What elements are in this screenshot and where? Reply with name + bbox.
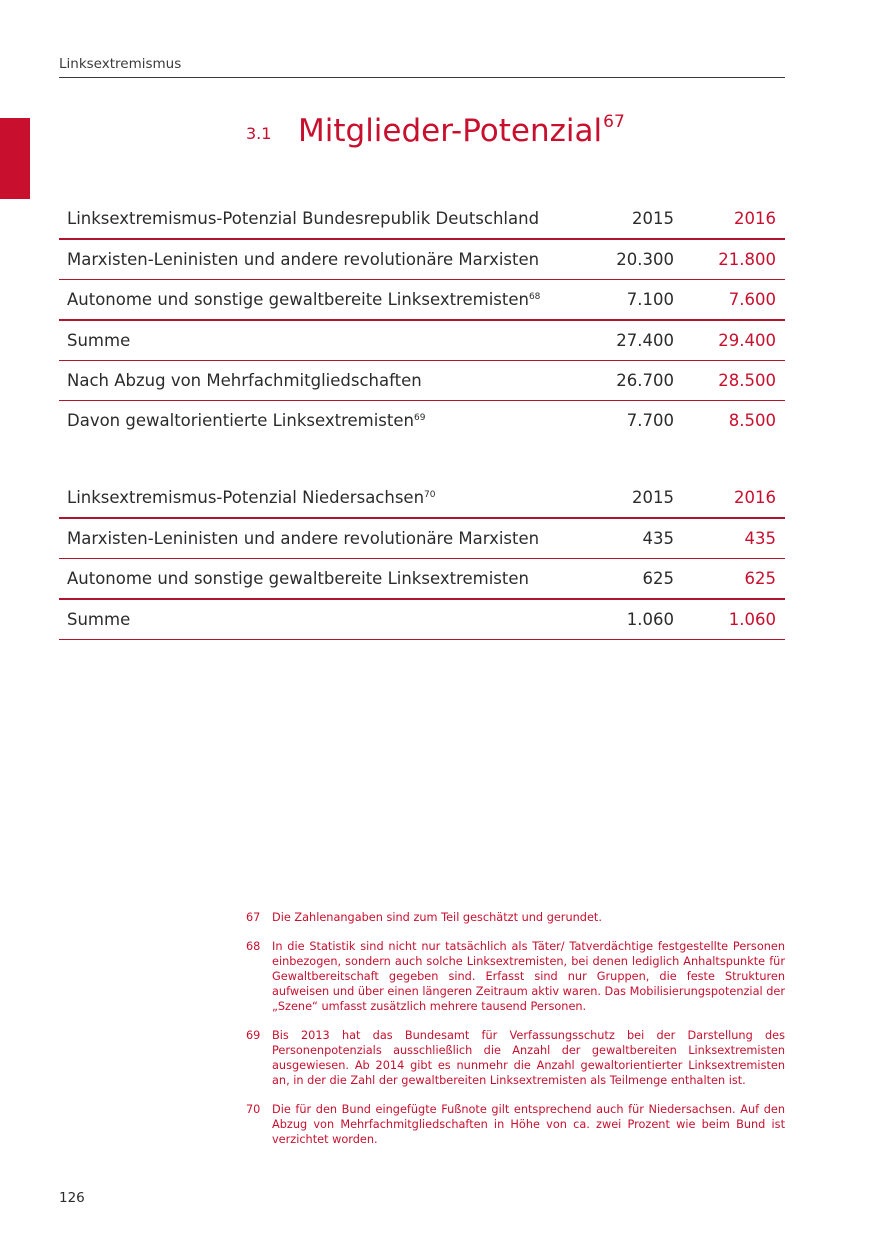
table-niedersachsen [59, 478, 785, 640]
value-2015: 26.700 [564, 361, 674, 401]
section-number: 3.1 [246, 124, 272, 143]
footnotes [246, 910, 785, 1161]
running-title: Linksextremismus [59, 56, 785, 78]
header-label: Linksextremismus-Potenzial Niedersachsen$^{70}$ [59, 478, 564, 518]
footnote-text: Die Zahlenangaben sind zum Teil geschätzt und gerundet. [272, 911, 602, 924]
value-2015: 435 [564, 518, 674, 559]
row-label: Marxisten-Leninisten und andere revolutionäre Marxisten [59, 239, 564, 280]
footnote-68 [246, 939, 785, 1014]
footnote-67 [246, 910, 785, 925]
footnote-text: In die Statistik sind nicht nur tatsächlich als Täter/ Tatverdächtige festgestellte Personen einbezogen, sondern auch solche Linksextremisten, bei denen lediglich Anhaltspunkte für Gewaltbereitschaft gegeben sind. Erfasst sind nur Gruppen, die feste Strukturen aufweisen und über einen längeren Zeitraum aktiv waren. Das Mobilisierungspotenzial der „Szene“ umfasst zusätzlich mehrere tausend Personen. [272, 940, 785, 1013]
row-label: Summe [59, 599, 564, 640]
footnote-ref-68: 68 [528, 292, 541, 302]
table-row [59, 361, 785, 401]
footnote-text: Die für den Bund eingefügte Fußnote gilt entsprechend auch für Niedersachsen. Auf den Abzug von Mehrfachmitgliedschaften in Höhe von ca. zwei Prozent wie beim Bund ist verzichtet worden. [272, 1103, 785, 1146]
value-2016: 7.600 [674, 280, 785, 321]
table-row [59, 559, 785, 600]
row-label: Summe [59, 320, 564, 361]
table-row [59, 320, 785, 361]
header-year-2015: 2015 [564, 199, 674, 239]
table-row [59, 599, 785, 640]
value-2016: 435 [674, 518, 785, 559]
value-2016: 1.060 [674, 599, 785, 640]
footnote-number: 68 [246, 940, 261, 953]
row-label: Nach Abzug von Mehrfachmitgliedschaften [59, 361, 564, 401]
table-bund [59, 199, 785, 440]
value-2016: 8.500 [728, 411, 776, 430]
row-label: Davon gewaltorientierte Linksextremisten$^{69}$ [67, 411, 426, 430]
header-year-2016: 2016 [674, 478, 785, 518]
header-year-2016: 2016 [674, 199, 785, 239]
row-label: Autonome und sonstige gewaltbereite Linksextremisten$^{68}$ [59, 280, 564, 321]
value-2016: 625 [674, 559, 785, 600]
footnote-70 [246, 1102, 785, 1147]
value-2016: 28.500 [674, 361, 785, 401]
table-row [59, 239, 785, 280]
footnote-text: Bis 2013 hat das Bundesamt für Verfassungsschutz bei der Darstellung des Personenpotenzials ausschließlich die Anzahl der gewaltbereiten Linksextremisten ausgewiesen. Ab 2014 gibt es nunmehr die Anzahl gewaltorientierter Linksextremisten an, in der die Zahl der gewaltbereiten Linksextremisten als Teilmenge enthalten ist. [272, 1029, 785, 1087]
chapter-marker [0, 118, 30, 199]
table-row [59, 280, 785, 321]
table-row [59, 401, 785, 441]
row-label: Autonome und sonstige gewaltbereite Linksextremisten [59, 559, 564, 600]
footnote-ref-67: 67 [603, 112, 625, 132]
table-header-row [59, 478, 785, 518]
footnote-ref-69: 69 [413, 413, 426, 423]
footnote-number: 67 [246, 911, 261, 924]
value-2015: 1.060 [564, 599, 674, 640]
footnote-69 [246, 1028, 785, 1088]
row-label: Marxisten-Leninisten und andere revolutionäre Marxisten [59, 518, 564, 559]
footnote-number: 70 [246, 1103, 261, 1116]
value-2015: 7.700 [626, 411, 674, 430]
header-year-2015: 2015 [564, 478, 674, 518]
table-header-row [59, 199, 785, 239]
page-number: 126 [59, 1190, 85, 1206]
footnote-number: 69 [246, 1029, 261, 1042]
value-2015: 20.300 [564, 239, 674, 280]
section-title: Mitglieder-Potenzial [298, 113, 603, 149]
value-2015: 7.100 [564, 280, 674, 321]
footnote-ref-70: 70 [424, 490, 436, 500]
header-label: Linksextremismus-Potenzial Bundesrepublik Deutschland [59, 199, 564, 239]
table-row [59, 518, 785, 559]
value-2015: 625 [564, 559, 674, 600]
section-heading [246, 112, 625, 149]
value-2016: 29.400 [674, 320, 785, 361]
value-2015: 27.400 [564, 320, 674, 361]
value-2016: 21.800 [674, 239, 785, 280]
